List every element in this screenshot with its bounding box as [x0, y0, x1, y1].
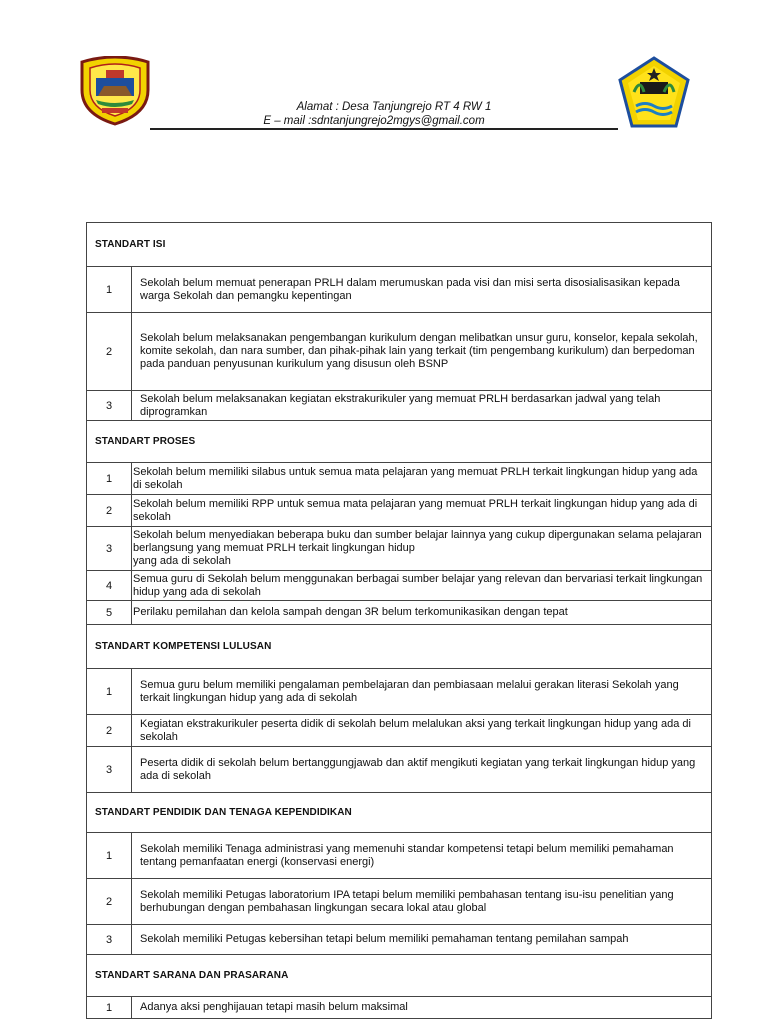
- row-number: 3: [87, 391, 132, 420]
- row-number: 1: [87, 267, 132, 312]
- row-number: 3: [87, 925, 132, 954]
- row-number: 2: [87, 879, 132, 924]
- table-row: [87, 833, 711, 879]
- email-line: E – mail :sdntanjungrejo2mgys@gmail.com: [263, 115, 485, 127]
- table-row: [87, 495, 711, 527]
- row-text: Sekolah belum memiliki RPP untuk semua mata pelajaran yang memuat PRLH terkait lingkungan hidup yang ada di sekolah: [133, 497, 698, 523]
- table-row: [87, 267, 711, 313]
- row-number: 2: [87, 313, 132, 390]
- table-row: [87, 997, 711, 1019]
- row-text: Sekolah belum melaksanakan pengembangan kurikulum dengan melibatkan unsur guru, konselor, kepala sekolah, komite sekolah, dan nara sumber, dan pihak-pihak lain yang terkait (tim pengembang kurikulum) dan berpedoman pada panduan penyusunan kurikulum yang disusun oleh BSNP: [140, 332, 698, 370]
- row-number: 1: [87, 833, 132, 878]
- section-header: STANDART KOMPETENSI LULUSAN: [87, 625, 711, 669]
- row-number: 2: [87, 715, 132, 746]
- address-line: Alamat : Desa Tanjungrejo RT 4 RW 1: [296, 101, 492, 113]
- row-text: Sekolah belum menyediakan beberapa buku dan sumber belajar lainnya yang cukup dipergunakan selama pelajaran berlangsung yang memuat PRLH terkait lingkungan hidup yang ada di sekolah: [133, 529, 702, 567]
- row-number: 4: [87, 571, 132, 600]
- standards-table: [86, 222, 712, 1019]
- row-number: 5: [87, 601, 132, 624]
- row-text: Sekolah memiliki Tenaga administrasi yang memenuhi standar kompetensi tetapi belum memiliki pemahaman tentang pemanfaatan energi (konservasi energi): [140, 842, 674, 868]
- row-text: Sekolah memiliki Petugas laboratorium IPA tetapi belum memiliki pembahasan tentang isu-isu penelitian yang berhubungan dengan pembahasan lingkungan secara lokal atau global: [140, 888, 674, 914]
- row-text: Sekolah belum memuat penerapan PRLH dalam merumuskan pada visi dan misi serta disosialisasikan kepada warga Sekolah dan pemangku kepentingan: [140, 276, 680, 302]
- row-text: Kegiatan ekstrakurikuler peserta didik di sekolah belum melalukan aksi yang terkait lingkungan hidup yang ada di sekolah: [140, 717, 691, 743]
- table-row: [87, 715, 711, 747]
- row-text: Adanya aksi penghijauan tetapi masih belum maksimal: [140, 1001, 408, 1013]
- table-row: [87, 527, 711, 571]
- row-number: 2: [87, 495, 132, 526]
- table-row: [87, 601, 711, 625]
- section-header: STANDART SARANA DAN PRASARANA: [87, 955, 711, 997]
- table-row: [87, 313, 711, 391]
- row-text: Perilaku pemilahan dan kelola sampah dengan 3R belum terkomunikasikan dengan tepat: [133, 606, 568, 618]
- table-row: [87, 391, 711, 421]
- table-row: [87, 669, 711, 715]
- table-row: [87, 571, 711, 601]
- table-row: [87, 747, 711, 793]
- row-text: Sekolah belum memiliki silabus untuk semua mata pelajaran yang memuat PRLH terkait lingkungan hidup yang ada di sekolah: [133, 465, 698, 491]
- row-text: Sekolah memiliki Petugas kebersihan tetapi belum memiliki pemahaman tentang pemilahan sampah: [140, 933, 629, 945]
- row-text: Semua guru belum memiliki pengalaman pembelajaran dan pembiasaan melalui gerakan literasi Sekolah yang terkait lingkungan hidup yang ada di sekolah: [140, 678, 679, 704]
- row-text: Semua guru di Sekolah belum menggunakan berbagai sumber belajar yang relevan dan bervariasi terkait lingkungan hidup yang ada di sekolah: [133, 572, 703, 598]
- table-row: [87, 925, 711, 955]
- row-text: Peserta didik di sekolah belum bertanggungjawab dan aktif mengikuti kegiatan yang terkait lingkungan hidup yang ada di sekolah: [140, 756, 696, 782]
- section-header: STANDART PENDIDIK DAN TENAGA KEPENDIDIKAN: [87, 793, 711, 833]
- table-row: [87, 879, 711, 925]
- row-number: 1: [87, 997, 132, 1018]
- section-header: STANDART PROSES: [87, 421, 711, 463]
- row-number: 1: [87, 463, 132, 494]
- row-number: 3: [87, 527, 132, 570]
- row-number: 1: [87, 669, 132, 714]
- table-row: [87, 463, 711, 495]
- header-divider: [150, 128, 618, 130]
- row-text: Sekolah belum melaksanakan kegiatan ekstrakurikuler yang memuat PRLH berdasarkan jadwal yang telah diprogramkan: [140, 392, 661, 418]
- section-header: STANDART ISI: [87, 223, 711, 267]
- row-number: 3: [87, 747, 132, 792]
